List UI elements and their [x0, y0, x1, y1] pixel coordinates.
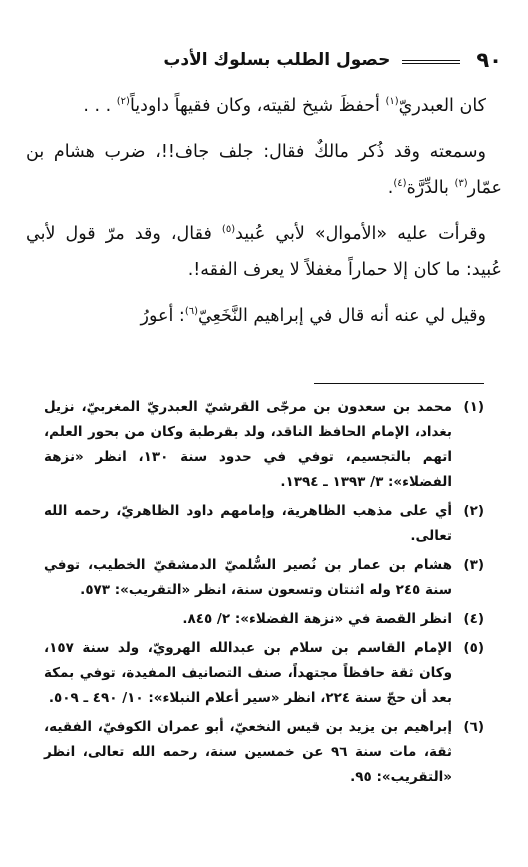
footnote-text: أي على مذهب الظاهرية، وإمامهم داود الظاهريّ، رحمه الله تعالى. [44, 503, 452, 544]
paragraph-text: . . . [83, 96, 117, 116]
paragraph-text: أحفظَ شيخ لقيته، وكان فقيهاً داودياً [129, 96, 386, 116]
footnote [44, 553, 484, 603]
footnote-marker: (١) [385, 96, 399, 108]
paragraph-text: بالدِّرَّة [406, 178, 455, 198]
page-header [26, 42, 502, 78]
footnote [44, 395, 484, 495]
paragraph-text: وقرأت عليه «الأموال» لأبي عُبيد [235, 224, 486, 244]
footnote-text: هشام بن عمار بن نُصير السُّلميّ الدمشقيّ الخطيب، توفي سنة ٢٤٥ وله اثنتان وتسعون سنة، انظر «التقريب»: ٥٧٣. [44, 557, 452, 598]
paragraph [26, 134, 502, 206]
footnote [44, 636, 484, 711]
footnote-number: (١) [463, 399, 484, 415]
paragraph-text: فقال، وقد مرّ قول لأبي عُبيد: ما كان إلا حماراً مغفلاً لا يعرف الفقه!. [26, 224, 502, 280]
footnote-text: الإمام القاسم بن سلام بن عبدالله الهرويّ، ولد سنة ١٥٧، وكان ثقة حافظاً مجتهداً، صنف التصانيف المفيدة، توفي بمكة بعد أن حجّ سنة ٢٢٤، انظر «سير أعلام النبلاء»: ١٠/ ٤٩٠ ـ ٥٠٩. [44, 640, 452, 706]
footnote-separator [314, 383, 484, 384]
footnote-number: (٣) [463, 557, 484, 573]
footnote-number: (٢) [463, 503, 484, 519]
page-number: ٩٠ [476, 48, 502, 72]
paragraph-text: وقيل لي عنه أنه قال في إبراهيم النَّخَعِيّ [198, 306, 486, 326]
header-rule [402, 60, 460, 61]
footnote-number: (٥) [463, 640, 484, 656]
paragraph [26, 298, 502, 334]
footnote-marker: (٣) [454, 178, 468, 190]
paragraph-text: . [387, 178, 394, 198]
footnote [44, 607, 484, 632]
footnote [44, 499, 484, 549]
main-text [26, 88, 502, 344]
paragraph-text: وسمعته وقد ذُكر مالكٌ فقال: جلف جاف!!، ضرب هشام بن عمّار [26, 142, 502, 198]
footnote-marker: (٥) [221, 224, 236, 236]
paragraph-text: : أعورُ [140, 306, 185, 326]
footnotes [44, 395, 484, 794]
footnote-marker: (٤) [393, 178, 407, 190]
footnote-number: (٤) [463, 611, 484, 627]
footnote-number: (٦) [463, 719, 484, 735]
footnote-text: انظر القصة في «نزهة الفضلاء»: ٢/ ٨٤٥. [182, 611, 452, 627]
footnote-text: إبراهيم بن يزيد بن قيس النخعيّ، أبو عمران الكوفيّ، الفقيه، ثقة، مات سنة ٩٦ عن خمسين سنة، رحمه الله تعالى، انظر «التقريب»: ٩٥. [44, 719, 452, 785]
footnote-marker: (٢) [116, 96, 130, 108]
footnote [44, 715, 484, 790]
footnote-text: محمد بن سعدون بن مرجّى القرشيّ العبدريّ المغربيّ، نزيل بغداد، الإمام الحافظ الناقد، ولد بقرطبة وكان من بحور العلم، اتهم بالتجسيم، توفي في حدود سنة ١٣٠، انظر «نزهة الفضلاء»: ٣/ ١٣٩٣ ـ ١٣٩٤. [44, 399, 453, 490]
paragraph-text: كان العبدريّ [398, 96, 486, 116]
running-title: حصول الطلب بسلوك الأدب [163, 50, 391, 70]
paragraph [26, 216, 502, 288]
paragraph [26, 88, 502, 124]
footnote-marker: (٦) [184, 306, 198, 318]
